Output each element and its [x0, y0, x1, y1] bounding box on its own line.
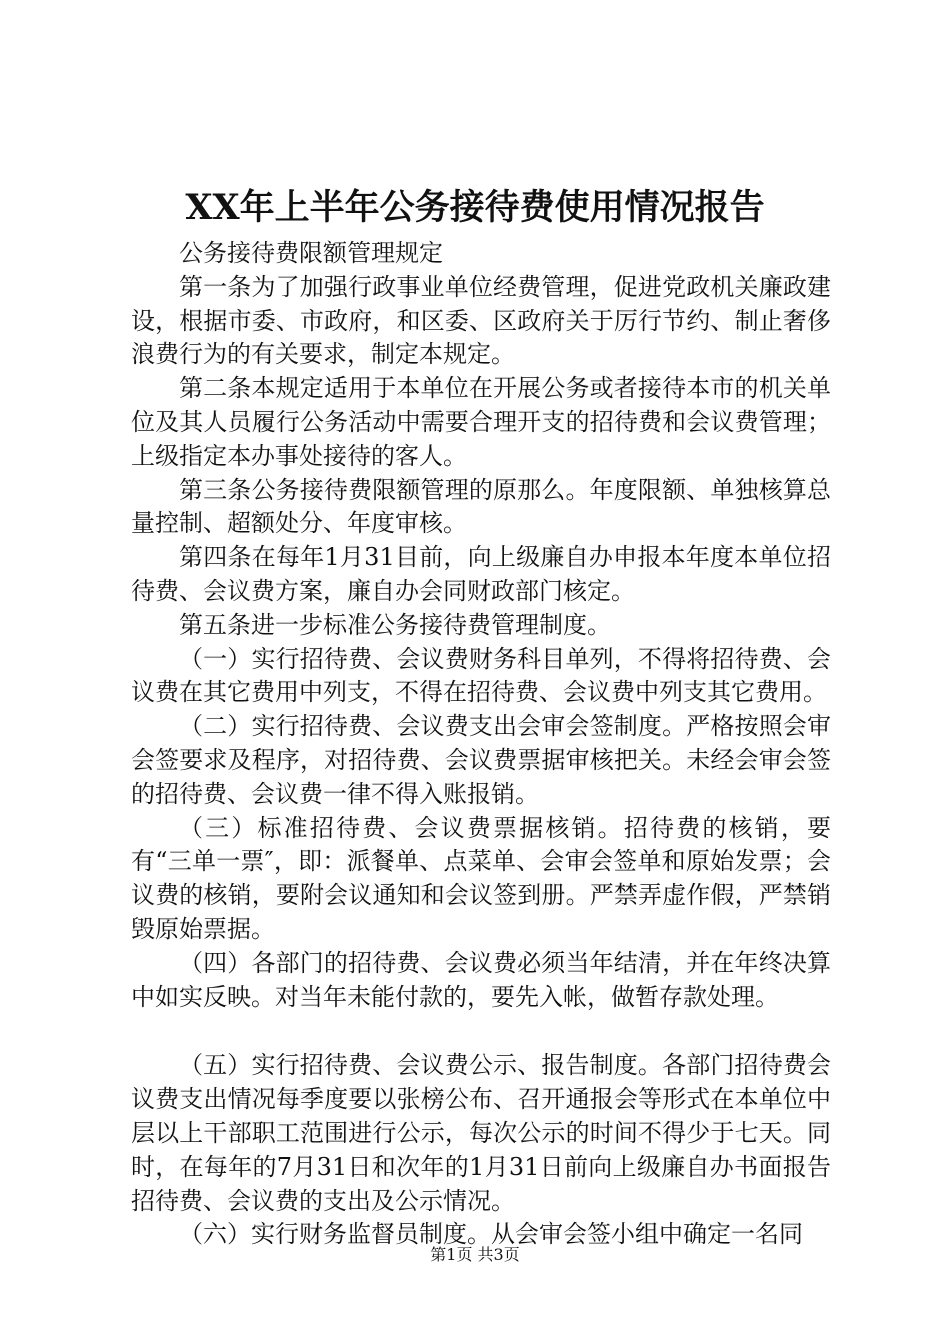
page-number-footer: 第1页 共3页: [430, 1245, 520, 1264]
document-body: [131, 237, 831, 1252]
paragraph-article-2: 第二条本规定适用于本单位在开展公务或者接待本市的机关单位及其人员履行公务活动中需要合理开支的招待费和会议费管理；上级指定本办事处接待的客人。: [131, 374, 831, 470]
paragraph-article-5: 第五条进一步标准公务接待费管理制度。: [179, 610, 611, 639]
paragraph-item-3: （三）标准招待费、会议费票据核销。招待费的核销，要有“三单一票″，即：派餐单、点菜单、会审会签单和原始发票；会议费的核销，要附会议通知和会议签到册。严禁弄虚作假，严禁销毁原始票据。: [131, 813, 831, 943]
paragraph-subtitle: 公务接待费限额管理规定: [179, 239, 443, 267]
paragraph-article-3: 第三条公务接待费限额管理的原那么。年度限额、单独核算总量控制、超额处分、年度审核。: [131, 475, 831, 538]
paragraph-article-1: 第一条为了加强行政事业单位经费管理，促进党政机关廉政建设，根据市委、市政府，和区委、区政府关于厉行节约、制止奢侈浪费行为的有关要求，制定本规定。: [131, 272, 831, 369]
paragraph-item-6: （六）实行财务监督员制度。从会审会签小组中确定一名同: [179, 1220, 803, 1249]
paragraph-item-4: （四）各部门的招待费、会议费必须当年结清，并在年终决算中如实反映。对当年未能付款的，要先入帐，做暂存款处理。: [131, 948, 831, 1011]
document-title: XX年上半年公务接待费使用情况报告: [185, 187, 765, 228]
paragraph-item-1: （一）实行招待费、会议费财务科目单列，不得将招待费、会议费在其它费用中列支，不得在招待费、会议费中列支其它费用。: [131, 644, 831, 707]
paragraph-spacer: [131, 1014, 831, 1049]
paragraph-item-2: （二）实行招待费、会议费支出会审会签制度。严格按照会审会签要求及程序，对招待费、会议费票据审核把关。未经会审会签的招待费、会议费一律不得入账报销。: [131, 712, 831, 808]
paragraph-item-5: （五）实行招待费、会议费公示、报告制度。各部门招待费会议费支出情况每季度要以张榜公布、召开通报会等形式在本单位中层以上干部职工范围进行公示，每次公示的时间不得少于七天。同时，在每年的7月31日和次年的1月31日前向上级廉自办书面报告招待费、会议费的支出及公示情况。: [131, 1051, 831, 1215]
paragraph-article-4: 第四条在每年1月31目前，向上级廉自办申报本年度本单位招待费、会议费方案，廉自办会同财政部门核定。: [131, 543, 831, 605]
